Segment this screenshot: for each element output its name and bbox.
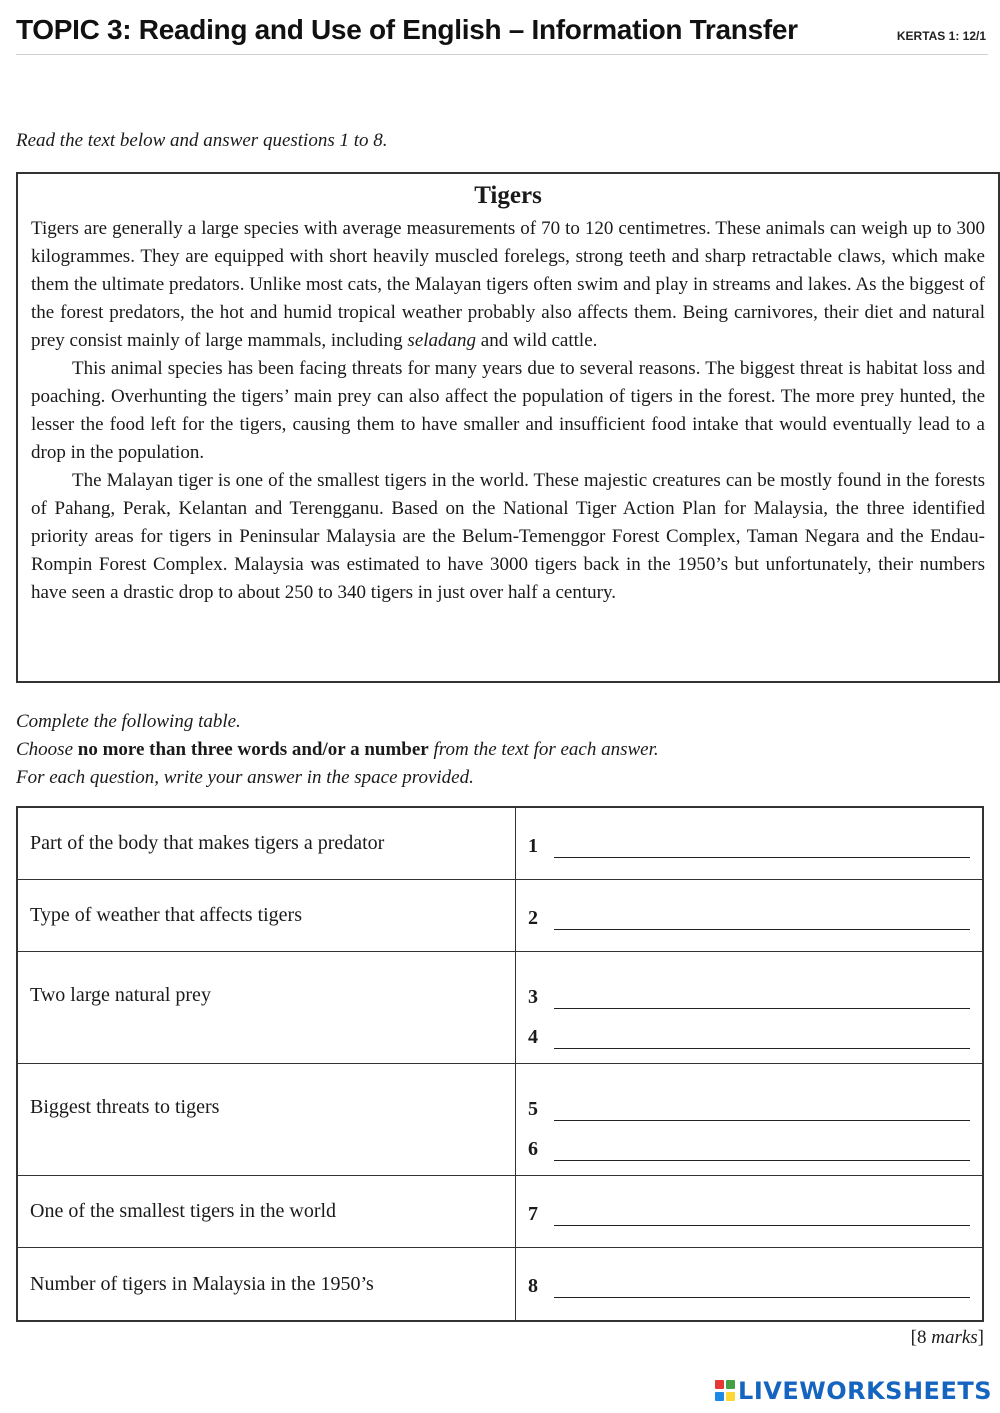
question-label: Biggest threats to tigers — [18, 1064, 516, 1175]
question-label: Type of weather that affects tigers — [18, 880, 516, 951]
question-label: One of the smallest tigers in the world — [18, 1176, 516, 1247]
passage-paragraph-3: The Malayan tiger is one of the smallest tigers in the world. These majestic creatures can be mostly found in the forests of Pahang, Perak, Kelantan and Terengganu. Based on the National Tiger Action Plan for Malaysia, the three identified priority areas for tigers in Peninsular Malaysia are the Belum-Temenggor Forest Complex, Taman Negara and the Endau-Rompin Forest Complex. Malaysia was estimated to have 3000 tigers back in the 1950’s but unfortunately, their numbers have seen a drastic drop to about 250 to 340 tigers in just over half a century. — [31, 470, 985, 603]
reading-instruction: Read the text below and answer questions 1 to 8. — [16, 130, 388, 151]
p1-italic-term: seladang — [407, 330, 477, 351]
answer-item — [528, 1094, 970, 1121]
answer-item — [528, 1135, 970, 1162]
table-row — [18, 1176, 982, 1248]
question-label: Two large natural prey — [18, 952, 516, 1063]
p1-text-a: Tigers are generally a large species with average measurements of 70 to 120 centimetres. These animals can weigh up to 300 kilogrammes. They are equipped with short heavily muscled forelegs, strong teeth and sharp retractable claws, which make them the ultimate predators. Unlike most cats, the Malayan tigers often swim and play in streams and lakes. As the biggest of the forest predators, the hot and humid tropical weather probably also affects them. Being carnivores, their diet and natural prey consist mainly of large mammals, including — [31, 218, 985, 351]
answer-cell — [516, 808, 982, 879]
liveworksheets-logo-icon — [715, 1380, 735, 1402]
brand-name: LIVEWORKSHEETS — [738, 1377, 992, 1405]
answer-cell — [516, 1176, 982, 1247]
answer-blank-line[interactable] — [554, 988, 970, 1009]
answer-blank-line[interactable] — [554, 1100, 970, 1121]
task-instructions — [16, 708, 659, 792]
answer-blank-line[interactable] — [554, 909, 970, 930]
logo-square — [726, 1392, 735, 1401]
answer-blank-line[interactable] — [554, 1205, 970, 1226]
table-row — [18, 1248, 982, 1320]
task-line-1: Complete the following table. — [16, 711, 241, 732]
answer-item — [528, 902, 970, 930]
answer-blank-line[interactable] — [554, 837, 970, 858]
logo-square — [715, 1380, 724, 1389]
answer-cell — [516, 1064, 982, 1175]
table-row — [18, 808, 982, 880]
answer-cell — [516, 1248, 982, 1320]
answer-cell — [516, 880, 982, 951]
marks-open: [8 — [910, 1327, 932, 1348]
answer-number: 4 — [528, 1026, 538, 1048]
task-line-2-a: Choose — [16, 739, 78, 760]
task-line-3: For each question, write your answer in the space provided. — [16, 767, 474, 788]
passage-box — [16, 172, 1000, 683]
answer-blank-line[interactable] — [554, 1277, 970, 1298]
answer-number: 3 — [528, 985, 538, 1008]
answer-item — [528, 830, 970, 858]
marks-word: marks — [931, 1327, 978, 1348]
answer-number: 7 — [528, 1202, 538, 1225]
answer-number: 5 — [528, 1097, 538, 1120]
answer-number: 1 — [528, 834, 538, 857]
answer-number: 6 — [528, 1138, 538, 1160]
answer-item — [528, 1023, 970, 1050]
answer-number: 8 — [528, 1275, 538, 1297]
marks-label — [911, 1327, 984, 1349]
answer-blank-line[interactable] — [554, 1028, 970, 1049]
question-label: Number of tigers in Malaysia in the 1950’s — [18, 1248, 516, 1320]
logo-square — [715, 1392, 724, 1401]
paper-code: KERTAS 1: 12/1 — [896, 29, 986, 43]
question-label: Part of the body that makes tigers a predator — [18, 808, 516, 879]
passage-title: Tigers — [474, 182, 542, 209]
topic-title: TOPIC 3: Reading and Use of English – Information Transfer — [16, 14, 798, 45]
answer-cell — [516, 952, 982, 1063]
brand-watermark — [715, 1377, 992, 1405]
answer-table — [16, 806, 984, 1322]
task-line-2-b: from the text for each answer. — [428, 739, 659, 760]
table-row — [18, 880, 982, 952]
answer-item — [528, 1270, 970, 1298]
passage-paragraph-1 — [31, 215, 985, 355]
p1-text-b: and wild cattle. — [476, 330, 598, 351]
answer-blank-line[interactable] — [554, 1140, 970, 1161]
page-header — [16, 14, 988, 55]
table-row — [18, 952, 982, 1064]
task-line-2 — [16, 736, 659, 764]
logo-square — [726, 1380, 735, 1389]
answer-number: 2 — [528, 906, 538, 929]
answer-item — [528, 982, 970, 1009]
task-line-2-bold: no more than three words and/or a number — [77, 739, 429, 760]
answer-item — [528, 1198, 970, 1226]
marks-close: ] — [977, 1327, 984, 1348]
passage-paragraph-2: This animal species has been facing threats for many years due to several reasons. The biggest threat is habitat loss and poaching. Overhunting the tigers’ main prey can also affect the population of tigers in the forest. The more prey hunted, the lesser the food left for the tigers, causing them to have smaller and insufficient food intake that would eventually lead to a drop in the population. — [31, 358, 985, 463]
table-row — [18, 1064, 982, 1176]
